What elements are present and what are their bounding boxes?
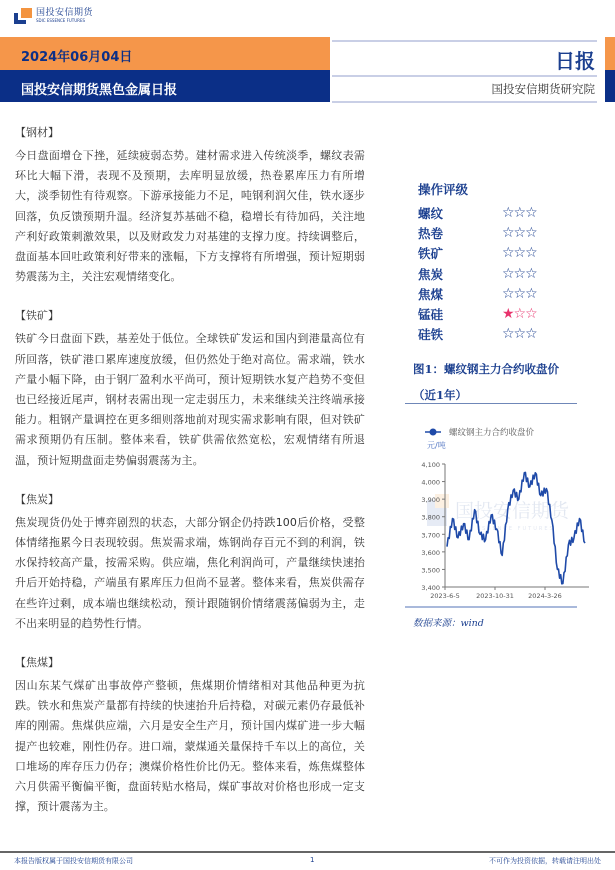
svg-text:2024-3-26: 2024-3-26 xyxy=(528,592,562,600)
svg-text:3,800: 3,800 xyxy=(421,513,440,522)
svg-text:3,600: 3,600 xyxy=(421,548,440,557)
figure-title-line2: （近1年） xyxy=(413,388,468,402)
star-rating-icon: ☆☆☆ xyxy=(502,205,537,222)
footer-copyright: 本报告版权属于国投安信期货有限公司 xyxy=(14,857,133,865)
svg-text:3,700: 3,700 xyxy=(421,531,440,540)
logo-mark-icon xyxy=(14,8,32,24)
rating-item-name: 热卷 xyxy=(418,226,444,242)
star-rating-icon: ☆☆☆ xyxy=(502,265,537,282)
commentary-column xyxy=(15,126,365,839)
operation-rating xyxy=(418,180,588,344)
rating-row xyxy=(418,203,588,223)
report-date: 2024年06月04日 xyxy=(21,50,133,65)
section-iron-ore xyxy=(15,309,365,470)
rating-item-name: 锰硅 xyxy=(418,307,444,323)
star-rating-icon: ☆☆☆ xyxy=(502,225,537,242)
logo-cn: 国投安信期货 xyxy=(36,8,94,18)
star-rating-icon: ☆☆☆ xyxy=(502,245,537,262)
svg-text:2023-10-31: 2023-10-31 xyxy=(476,592,514,600)
rating-item-name: 铁矿 xyxy=(418,246,444,262)
section-title: 【铁矿】 xyxy=(15,309,59,323)
line-chart xyxy=(405,420,615,610)
figure-title-line1: 图1：螺纹钢主力合约收盘价 xyxy=(413,362,560,376)
star-rating-icon: ★☆☆ xyxy=(502,306,537,323)
rating-row xyxy=(418,304,588,324)
header-orange-band-right xyxy=(605,37,615,70)
company-logo xyxy=(14,8,93,24)
rating-item-name: 焦炭 xyxy=(418,266,444,282)
star-rating-icon: ☆☆☆ xyxy=(502,285,537,302)
rating-row xyxy=(418,324,588,344)
svg-text:2023-6-5: 2023-6-5 xyxy=(430,592,460,600)
divider xyxy=(332,101,597,103)
rating-row xyxy=(418,284,588,304)
legend-marker-icon xyxy=(430,429,437,436)
logo-en: SDIC ESSENCE FUTURES xyxy=(36,18,86,23)
page-number: 1 xyxy=(310,856,315,864)
divider xyxy=(332,40,597,42)
rating-title: 操作评级 xyxy=(418,182,469,197)
section-body: 因山东某气煤矿出事故停产整顿，焦煤期价情绪相对其他品种更为抗跌。铁水和焦炭产量都有持续的快速抬升后持稳，对碳元素仍存最低补库的刚需。焦煤供应端，六月是安全生产月，预计国内煤矿进一步大幅提产也较难，刚性仍存。进口端，蒙煤通关量保持千车以上的高位，关口堆场的库存压力仍存；澳煤价格性价比仍无。整体来看，炼焦煤整体六月供需平衡偏平衡，盘面转贴水格局，煤矿事故对价格也形成一定支撑，预计震荡为主。 xyxy=(15,679,365,814)
svg-text:螺纹钢主力合约收盘价: 螺纹钢主力合约收盘价 xyxy=(449,428,535,438)
rating-item-name: 硅铁 xyxy=(418,327,444,343)
star-rating-icon: ☆☆☆ xyxy=(502,326,537,343)
section-title: 【焦煤】 xyxy=(15,656,59,670)
section-steel xyxy=(15,126,365,287)
section-coking-coal xyxy=(15,656,365,817)
svg-text:3,900: 3,900 xyxy=(421,496,440,505)
rating-item-name: 螺纹 xyxy=(418,206,444,222)
svg-text:国投安信期货: 国投安信期货 xyxy=(455,500,570,522)
section-coke xyxy=(15,493,365,634)
divider xyxy=(332,75,597,77)
rating-item-name: 焦煤 xyxy=(418,286,444,302)
rating-row xyxy=(418,243,588,263)
section-body: 铁矿今日盘面下跌，基差处于低位。全球铁矿发运和国内到港量高位有所回落，铁矿港口累库速度放缓，但仍然处于绝对高位。需求端，铁水产量小幅下降，由于钢厂盈利水平尚可，预计短期铁水复产趋势不变但也已经接近尾声，钢材表需出现一定走弱压力，未来继续关注终端承接能力。粗钢产量调控在更多细则落地前对现实需求影响有限，但对铁矿需求预期仍有压制。整体来看，铁矿供需依然宽松，宏观情绪有所退温，预计短期盘面走势偏弱震荡为主。 xyxy=(15,332,365,467)
report-type: 日报 xyxy=(555,49,595,73)
figure-top-rule xyxy=(405,403,577,404)
svg-text:3,400: 3,400 xyxy=(421,584,440,592)
report-name: 国投安信期货黑色金属日报 xyxy=(21,83,178,98)
section-title: 【钢材】 xyxy=(15,126,59,139)
data-source: 数据来源：wind xyxy=(413,618,484,629)
svg-text:元/吨: 元/吨 xyxy=(427,441,446,450)
footer-rule xyxy=(0,851,615,853)
rebar-price-chart xyxy=(405,420,615,610)
header-navy-band-right xyxy=(605,70,615,102)
rating-row xyxy=(418,223,588,243)
svg-text:3,500: 3,500 xyxy=(421,566,440,575)
section-body: 焦炭现货仍处于博弈剧烈的状态，大部分钢企仍持跌100后价格，受整体情绪拖累今日表现较弱。焦炭需求端，炼钢尚存百元不到的利润，铁水保持较高产量，按需采购。供应端，焦化利润尚可，产量继续快速抬升后开始持稳，产端虽有累库压力但尚不显著。整体来看，焦炭供需存在些许过剩，成本端也继续松动，预计跟随钢价情绪震荡偏弱为主，走不出来明显的趋势性行情。 xyxy=(15,515,365,630)
section-body: 今日盘面增仓下挫，延续疲弱态势。建材需求进入传统淡季，螺纹表需环比大幅下滑，表现不及预期，去库明显放缓，热卷累库压力有所增大，淡季韧性有待观察。下游承接能力不足，吨钢利润欠佳，铁水逐步回落，负反馈预期升温。经济复苏基础不稳，稳增长有待加码，关注地产利好政策刺激效果，以及财政发力对基建的支撑力度。持续调整后，盘面基本回吐政策利好带来的涨幅，下方支撑将有所增强，预计短期弱势震荡为主，关注宏观情绪变化。 xyxy=(15,149,365,284)
figure-title xyxy=(413,356,613,408)
svg-text:ESSENCE FUTURES: ESSENCE FUTURES xyxy=(477,526,555,532)
figure-bottom-rule xyxy=(405,606,577,608)
footer-disclaimer: 不可作为投资依据，转载请注明出处 xyxy=(489,857,601,865)
chart-legend xyxy=(425,427,535,450)
report-type-box xyxy=(330,37,605,102)
svg-text:4,000: 4,000 xyxy=(421,478,440,487)
institute-name: 国投安信期货研究院 xyxy=(491,82,595,96)
svg-text:4,100: 4,100 xyxy=(421,461,440,469)
rating-row xyxy=(418,264,588,284)
section-title: 【焦炭】 xyxy=(15,492,59,506)
